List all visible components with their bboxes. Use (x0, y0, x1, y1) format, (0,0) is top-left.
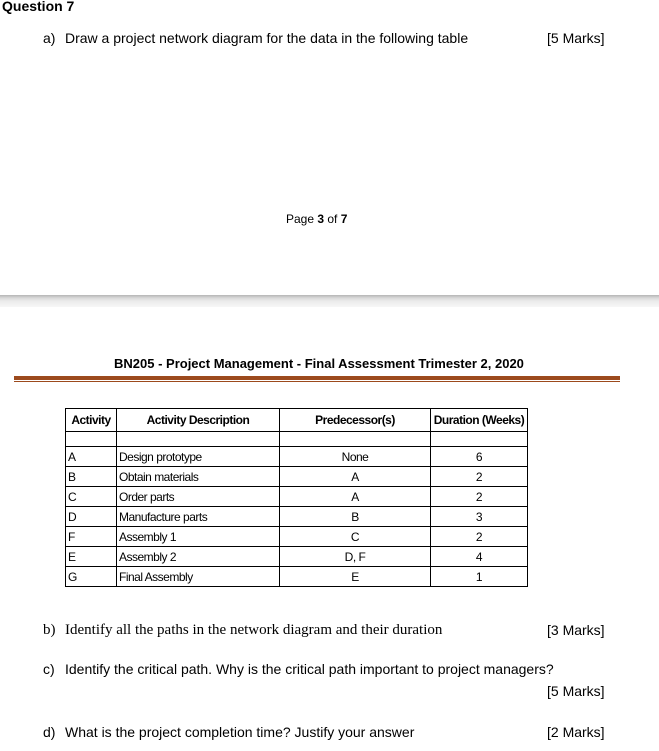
page-break-divider (0, 295, 659, 307)
cell-activity: E (66, 547, 117, 567)
col-header-description: Activity Description (117, 409, 280, 432)
page-of: of (324, 212, 341, 226)
question-d-marks: [2 Marks] (547, 724, 605, 740)
question-b-label: b) (43, 622, 56, 638)
col-header-activity: Activity (66, 409, 117, 432)
page-current: 3 (317, 212, 325, 226)
question-title: Question 7 (2, 0, 75, 14)
cell-activity: A (66, 447, 117, 467)
question-a-marks: [5 Marks] (547, 30, 605, 46)
cell-description: Order parts (117, 487, 280, 507)
cell-predecessor: E (280, 567, 431, 587)
question-d-label: d) (43, 724, 56, 740)
cell-predecessor: D, F (280, 547, 431, 567)
header-rule-thin (14, 381, 620, 382)
question-c-marks: [5 Marks] (547, 683, 605, 699)
col-header-duration: Duration (Weeks) (431, 409, 528, 432)
question-c-text: Identify the critical path. Why is the critical path important to project managers? (65, 661, 554, 677)
table-row (66, 547, 528, 567)
cell-predecessor: B (280, 507, 431, 527)
cell-description: Manufacture parts (117, 507, 280, 527)
table-header-row (66, 409, 528, 432)
cell-predecessor: A (280, 467, 431, 487)
cell-activity: F (66, 527, 117, 547)
page-total: 7 (340, 212, 348, 226)
table-row (66, 527, 528, 547)
table-row (66, 447, 528, 467)
table-row (66, 487, 528, 507)
col-header-predecessors: Predecessor(s) (280, 409, 431, 432)
question-c-label: c) (43, 661, 55, 677)
header-rule (14, 376, 620, 380)
page-header-title: BN205 - Project Management - Final Assessment Trimester 2, 2020 (114, 356, 524, 371)
cell-activity: C (66, 487, 117, 507)
cell-activity: B (66, 467, 117, 487)
cell-activity: D (66, 507, 117, 527)
activity-table (65, 408, 528, 587)
page-number (286, 212, 347, 226)
question-a-text: Draw a project network diagram for the data in the following table (65, 30, 469, 46)
cell-duration: 2 (431, 467, 528, 487)
cell-duration: 6 (431, 447, 528, 467)
page-prefix: Page (286, 212, 318, 226)
question-d (43, 724, 414, 740)
table-row (66, 467, 528, 487)
cell-duration: 3 (431, 507, 528, 527)
table-row (66, 567, 528, 587)
question-c (43, 661, 554, 677)
cell-predecessor: A (280, 487, 431, 507)
question-b-marks: [3 Marks] (547, 622, 605, 638)
question-a (43, 30, 468, 46)
cell-duration: 2 (431, 487, 528, 507)
question-b-text: Identify all the paths in the network diagram and their duration (65, 622, 443, 638)
table-row (66, 507, 528, 527)
cell-predecessor: None (280, 447, 431, 467)
question-a-label: a) (43, 30, 56, 46)
question-b (43, 622, 442, 639)
cell-activity: G (66, 567, 117, 587)
cell-description: Assembly 2 (117, 547, 280, 567)
cell-predecessor: C (280, 527, 431, 547)
cell-description: Obtain materials (117, 467, 280, 487)
question-d-text: What is the project completion time? Justify your answer (65, 724, 415, 740)
cell-duration: 1 (431, 567, 528, 587)
cell-description: Design prototype (117, 447, 280, 467)
cell-description: Final Assembly (117, 567, 280, 587)
cell-description: Assembly 1 (117, 527, 280, 547)
cell-duration: 2 (431, 527, 528, 547)
table-spacer-row (66, 432, 528, 447)
cell-duration: 4 (431, 547, 528, 567)
